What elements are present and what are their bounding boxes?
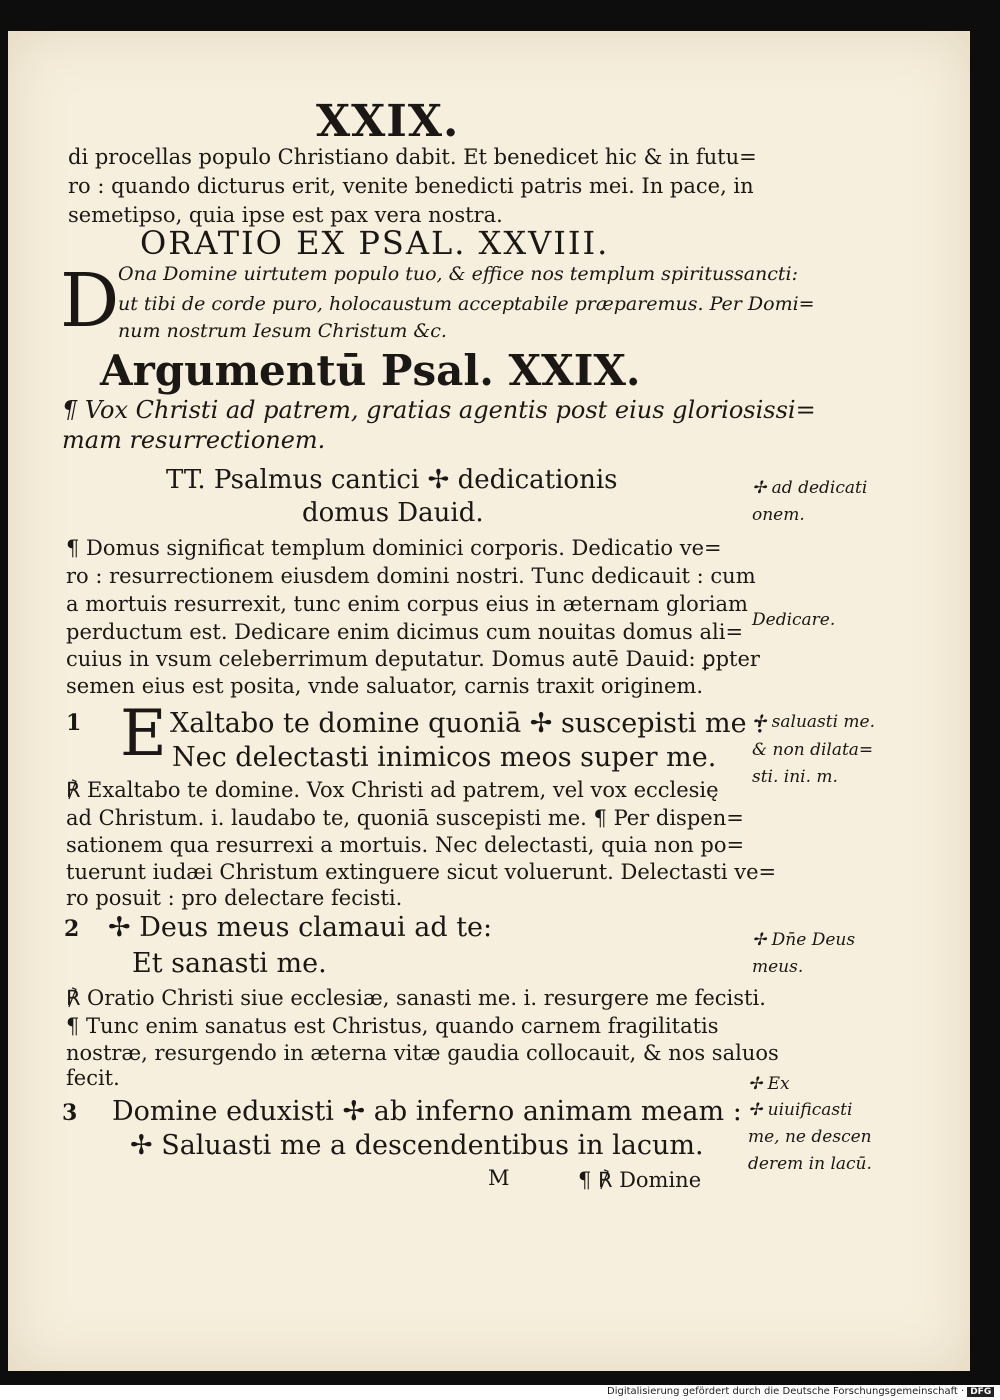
commentary-line: ¶ Domus significat templum dominici corporis. Dedicatio ve= [66,536,722,560]
oratio-line: num nostrum Iesum Christum &c. [118,320,447,342]
verse-line: Nec delectasti inimicos meos super me. [172,742,717,773]
margin-note: me, ne descen [748,1127,872,1147]
verse-line: ✢ Deus meus clamaui ad te: [108,912,493,943]
verse-line: ✢ Saluasti me a descendentibus in lacum. [130,1130,704,1161]
margin-note: ✢ uiuificasti [748,1100,853,1120]
commentary-line: ro posuit : pro delectare fecisti. [66,886,403,910]
dfg-logo: DFG [967,1387,994,1397]
commentary-line: tuerunt iudæi Christum extinguere sicut voluerunt. Delectasti ve= [66,860,777,884]
page-number-header: XXIX. [316,96,460,147]
verse-line: Xaltabo te domine quoniā ✢ suscepisti me : [170,708,765,739]
oratio-line: ut tibi de corde puro, holocaustum acceptabile præparemus. Per Domi= [118,293,815,315]
footer-text: Digitalisierung gefördert durch die Deutsche Forschungsgemeinschaft · [607,1386,965,1397]
commentary-line: ℟ Oratio Christi siue ecclesiæ, sanasti me. i. resurgere me fecisti. [66,986,766,1010]
signature-mark: M [488,1166,510,1190]
catchword: ¶ ℟ Domine [578,1168,702,1192]
margin-note: ✢ saluasti me. [752,712,876,732]
psalm-title-line: domus Dauid. [302,498,484,528]
margin-note: meus. [752,957,804,977]
margin-note: Dedicare. [752,610,836,630]
argument-title: Argumentū Psal. XXIX. [100,346,641,395]
drop-cap-d: D [60,258,120,344]
margin-note: & non dilata= [752,740,874,760]
commentary-line: ¶ Tunc enim sanatus est Christus, quando carnem fragilitatis [66,1014,719,1038]
commentary-line: sationem qua resurrexi a mortuis. Nec delectasti, quia non po= [66,833,745,857]
intro-line: semetipso, quia ipse est pax vera nostra. [68,203,503,227]
verse-number: 2 [64,916,80,942]
oratio-title: ORATIO EX PSAL. XXVIII. [140,224,610,262]
argument-line: mam resurrectionem. [62,426,326,454]
margin-note: ✢ Ex [748,1074,790,1094]
verse-line: Domine eduxisti ✢ ab inferno animam meam : [112,1096,742,1127]
footer-credit [607,1386,994,1397]
intro-line: ro : quando dicturus erit, venite benedicti patris mei. In pace, in [68,174,754,198]
commentary-line: a mortuis resurrexit, tunc enim corpus eius in æternam gloriam [66,592,748,616]
verse-number: 1 [66,710,82,736]
intro-line: di procellas populo Christiano dabit. Et benedicet hic & in futu= [68,145,757,169]
margin-note: derem in lacū. [748,1154,872,1174]
drop-cap-e: E [120,697,167,771]
commentary-line: perductum est. Dedicare enim dicimus cum nouitas domus ali= [66,620,744,644]
commentary-line: cuius in vsum celeberrimum deputatur. Domus autē Dauid: ꝑpter [66,647,760,671]
commentary-line: ad Christum. i. laudabo te, quoniā suscepisti me. ¶ Per dispen= [66,806,744,830]
commentary-line: ro : resurrectionem eiusdem domini nostri. Tunc dedicauit : cum [66,564,756,588]
argument-line: ¶ Vox Christi ad patrem, gratias agentis post eius gloriosissi= [62,396,816,424]
margin-note: ✢ ad dedicati [752,478,868,498]
commentary-line: fecit. [66,1066,120,1090]
commentary-line: nostræ, resurgendo in æterna vitæ gaudia collocauit, & nos saluos [66,1041,779,1065]
verse-number: 3 [62,1100,78,1126]
oratio-line: Ona Domine uirtutem populo tuo, & effice nos templum spiritussancti: [118,263,799,285]
verse-line: Et sanasti me. [132,948,327,979]
margin-note: onem. [752,505,805,525]
commentary-line: ℟ Exaltabo te domine. Vox Christi ad patrem, vel vox ecclesię [66,778,719,802]
commentary-line: semen eius est posita, vnde saluator, carnis traxit originem. [66,674,704,698]
margin-note: ✢ Dn̄e Deus [752,930,856,950]
psalm-title-line: TT. Psalmus cantici ✢ dedicationis [166,465,618,495]
margin-note: sti. ini. m. [752,767,838,787]
